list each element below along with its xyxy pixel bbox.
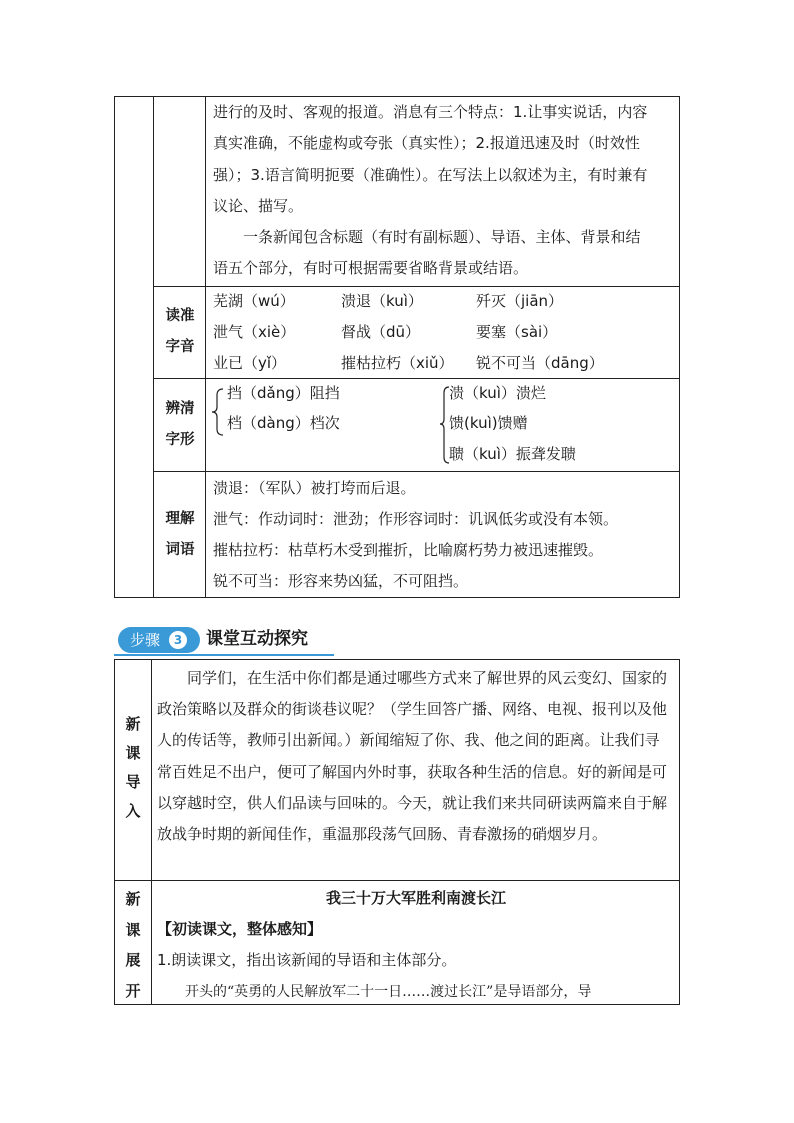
- text-line: 强）；3.语言简明扼要（准确性）。在写法上以叙述为主，有时兼有: [213, 165, 648, 184]
- glyph-groups: [211, 381, 671, 469]
- pronunciation-label: 读准 字音: [165, 308, 195, 355]
- step-label: 步骤: [130, 631, 161, 649]
- step-number: 3: [169, 631, 187, 649]
- column-divider: [205, 97, 206, 597]
- pronunciation-item: 业已（yǐ）: [213, 354, 287, 372]
- vocabulary-list: [213, 473, 671, 597]
- new-lesson-intro-label: 新 课 导 入: [125, 715, 141, 820]
- article-title: 我三十万大军胜利南渡长江: [325, 889, 506, 907]
- preview-table: [114, 96, 680, 598]
- pronunciation-item: 溃退（kuì）: [341, 292, 423, 310]
- answer-text: 开头的“英勇的人民解放军二十一日……渡过长江”是导语部分，导: [185, 984, 592, 1000]
- vocabulary-label: 理解 词语: [165, 511, 195, 558]
- section-underline: [114, 654, 334, 656]
- pronunciation-item: 督战（dū）: [341, 323, 421, 341]
- text-line: 一条新闻包含标题（有时有副标题）、导语、主体、背景和结: [243, 228, 641, 247]
- section-heading: 【初读课文，整体感知】: [157, 920, 323, 938]
- pronunciation-row: [213, 348, 671, 379]
- news-knowledge-text: [213, 97, 671, 285]
- pronunciation-grid: [213, 286, 671, 379]
- vocabulary-item: 溃退：（军队）被打垮而后退。: [213, 479, 416, 497]
- vocabulary-item: 泄气：作动词时：泄劲；作形容词时：讥讽低劣或没有本领。: [213, 510, 619, 528]
- column-divider: [151, 660, 152, 1004]
- step-badge: [118, 627, 200, 653]
- left-brace-icon: [211, 387, 225, 437]
- pronunciation-item: 歼灭（jiān）: [476, 292, 564, 310]
- pronunciation-item: 摧枯拉朽（xiǔ）: [341, 354, 454, 372]
- row-divider: [153, 471, 679, 472]
- lesson-table: [114, 659, 680, 1005]
- pronunciation-item: 要塞（sài）: [476, 323, 558, 341]
- column-divider: [153, 97, 154, 597]
- text-line: 真实准确，不能虚构或夸张（真实性）；2.报道迅速及时（时效性: [213, 134, 640, 153]
- glyph-item: 聩（kuì）振聋发聩: [449, 445, 576, 463]
- glyph-item: 挡（dǎng）阻挡: [227, 384, 340, 402]
- glyph-item: 馈(kuì)馈赠: [449, 414, 528, 432]
- pronunciation-row: [213, 317, 671, 348]
- glyph-item: 溃（kuì）溃烂: [449, 384, 546, 402]
- pronunciation-item: 锐不可当（dāng）: [476, 354, 604, 372]
- new-lesson-expand-label: 新 课 展 开: [125, 890, 141, 1000]
- text-line: 议论、描写。: [213, 196, 304, 215]
- vocabulary-item: 锐不可当：形容来势凶猛，不可阻挡。: [213, 572, 469, 590]
- row-divider: [115, 880, 679, 881]
- text-line: 语五个部分，有时可根据需要省略背景或结语。: [213, 259, 529, 278]
- section-title: 课堂互动探究: [206, 629, 308, 649]
- glyph-label: 辨清 字形: [165, 401, 195, 448]
- lesson-intro-text: 同学们，在生活中你们都是通过哪些方式来了解世界的风云变幻、国家的政治策略以及群众的街谈巷议呢？（学生回答广播、网络、电视、报刊以及他人的传话等，教师引出新闻。）新闻缩短了你、我、他之间的距离。让我们寻常百姓足不出户，便可了解国内外时事，获取各种生活的信息。好的新闻是可以穿越时空，供人们品读与回味的。今天，就让我们来共同研读两篇来自于解放战争时期的新闻佳作，重温那段荡气回肠、青春激扬的硝烟岁月。: [157, 669, 668, 844]
- question-text: 1.朗读课文，指出该新闻的导语和主体部分。: [157, 951, 457, 969]
- text-line: 进行的及时、客观的报道。消息有三个特点：1.让事实说话，内容: [213, 103, 648, 121]
- glyph-item: 档（dàng）档次: [227, 414, 340, 432]
- vocabulary-item: 摧枯拉朽：枯草朽木受到摧折，比喻腐朽势力被迅速摧毁。: [213, 541, 604, 559]
- pronunciation-item: 泄气（xiè）: [213, 323, 296, 341]
- pronunciation-row: [213, 286, 671, 317]
- pronunciation-item: 芜湖（wú）: [213, 292, 295, 310]
